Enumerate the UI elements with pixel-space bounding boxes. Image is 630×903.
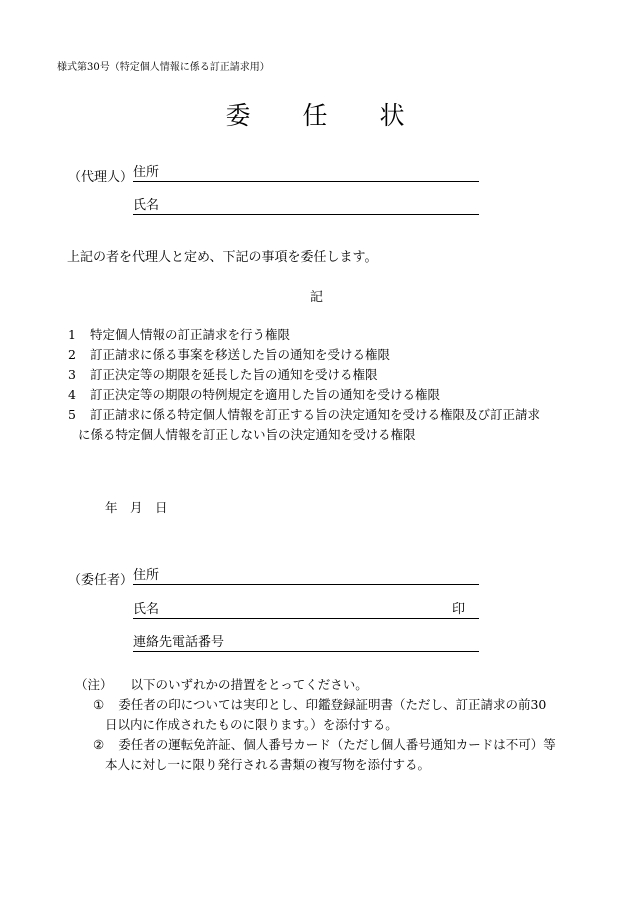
note-item-continuation: 日以内に作成されたものに限ります。）を添付する。	[105, 717, 398, 732]
delegation-statement: 上記の者を代理人と定め、下記の事項を委任します。	[67, 250, 378, 265]
agent-label: （代理人）	[68, 170, 134, 185]
principal-name-field[interactable]	[133, 601, 479, 619]
notes-section	[75, 675, 556, 775]
notes-label: （注）	[75, 677, 113, 692]
principal-label: （委任者）	[68, 573, 134, 588]
list-item-continuation: に係る特定個人情報を訂正しない旨の決定通知を受ける権限	[78, 427, 416, 442]
principal-address-field[interactable]	[133, 567, 479, 585]
principal-address-label: 住所	[133, 568, 160, 583]
note-item-continuation: 本人に対し一に限り発行される書類の複写物を添付する。	[105, 757, 431, 772]
document-title	[0, 96, 630, 132]
principal-phone-label: 連絡先電話番号	[133, 635, 225, 650]
notes-header	[75, 675, 556, 695]
note-item: ② 委任者の運転免許証、個人番号カード（ただし個人番号通知カードは不可）等	[93, 737, 556, 752]
date-line[interactable]: 年 月 日	[105, 500, 168, 515]
title-char-1: 委	[225, 101, 251, 130]
agent-name-label: 氏名	[133, 198, 160, 213]
form-number: 様式第30号（特定個人情報に係る訂正請求用）	[57, 62, 270, 73]
agent-address-field[interactable]	[133, 164, 479, 182]
list-item: 4 訂正決定等の期限の特例規定を適用した旨の通知を受ける権限	[68, 387, 441, 402]
title-char-2: 任	[302, 101, 328, 130]
list-item: 3 訂正決定等の期限を延長した旨の通知を受ける権限	[68, 367, 378, 382]
note-item: ① 委任者の印については実印とし、印鑑登録証明書（ただし、訂正請求の前30	[93, 697, 547, 712]
power-list	[68, 325, 540, 445]
list-item: 2 訂正請求に係る事案を移送した旨の通知を受ける権限	[68, 347, 391, 362]
title-char-3: 状	[379, 101, 405, 130]
principal-name-label: 氏名	[133, 602, 160, 617]
ki-heading: 記	[310, 290, 324, 305]
agent-address-label: 住所	[133, 165, 160, 180]
list-item: 1 特定個人情報の訂正請求を行う権限	[68, 327, 291, 342]
list-item: 5 訂正請求に係る特定個人情報を訂正する旨の決定通知を受ける権限及び訂正請求	[68, 407, 541, 422]
principal-phone-field[interactable]	[133, 634, 479, 652]
agent-name-field[interactable]	[133, 197, 479, 215]
seal-mark: 印	[451, 602, 465, 617]
notes-intro: 以下のいずれかの措置をとってください。	[130, 677, 368, 692]
